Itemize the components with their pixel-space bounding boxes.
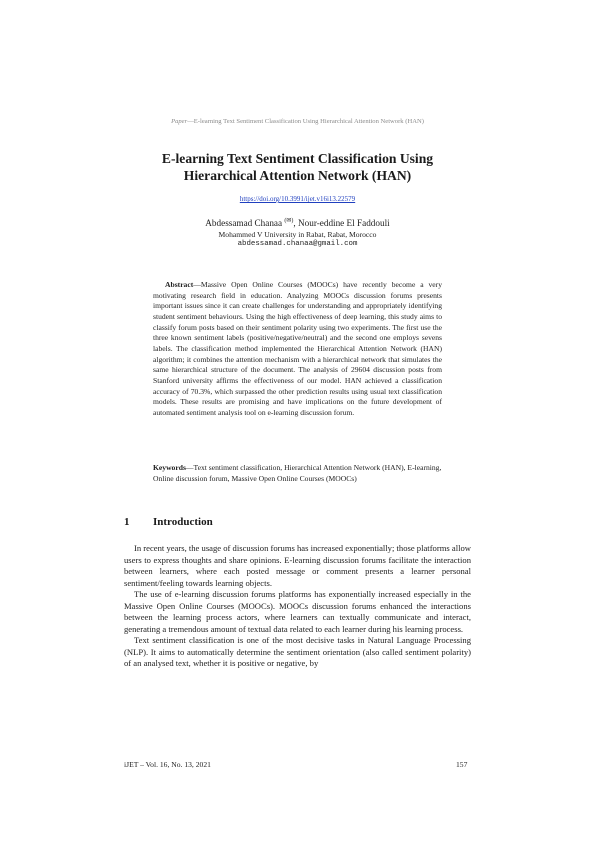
page-number: 157 — [456, 760, 468, 769]
corresponding-author-mark: (✉) — [284, 218, 294, 224]
doi-link[interactable]: https://doi.org/10.3991/ijet.v16i13.22579 — [239, 195, 356, 203]
paragraph: The use of e-learning discussion forums platforms has exponentially increased especially in the Massive Open Online Courses (MOOCs). MOOCs discussion forums enhanced the interactions between the learning process actors, where learners can textually communicate and interact, generating a tremendous amount of textual data related to each learner during his learning process. — [124, 589, 471, 634]
section-number: 1 — [124, 516, 130, 528]
abstract-text: —Massive Open Online Courses (MOOCs) have recently become a very motivating research field in education. Analyzing MOOCs discussion forums presents important issues since it can create challenges for understanding and appropriately identifying student sentiment behaviours. Using the high effectiveness of deep learning, this study aims to classify forum posts based on their sentiment polarity using two experiments. The first use the three known sentiment labels (positive/negative/neutral) and the second one employs sevens labels. The classification method implemented the Hierarchical Attention Network (HAN) algorithm; it combines the attention mechanism with a hierarchical network that simulates the same hierarchical structure of the document. The analysis of 29604 discussion posts from Stanford university affirms the effectiveness of our model. HAN achieved a classification accuracy of 70.3%, which surpassed the other prediction results using usual text classification models. These results are promising and have implications on the future development of automated sentiment analysis tool on e-learning discussion forum. — [153, 280, 442, 417]
affiliation: Mohammed V University in Rabat, Rabat, Morocco — [218, 230, 377, 239]
keywords-label: Keywords — [153, 463, 186, 472]
section-heading — [124, 516, 474, 528]
abstract — [153, 280, 442, 419]
body-text — [124, 543, 471, 670]
running-head-prefix: Paper — [171, 118, 188, 125]
abstract-label: Abstract — [165, 280, 194, 289]
keywords-text: —Text sentiment classification, Hierarchical Attention Network (HAN), E-learning, Online discussion forum, Massive Open Online Courses (MOOCs) — [153, 463, 442, 483]
keywords — [153, 463, 442, 484]
author-email[interactable]: abdessamad.chanaa@gmail.com — [237, 240, 358, 248]
paper-title — [60, 150, 535, 184]
section-title: Introduction — [153, 516, 213, 528]
title-line-2: Hierarchical Attention Network (HAN) — [183, 168, 412, 183]
running-head — [0, 118, 595, 125]
author-second: , Nour-eddine El Faddouli — [293, 218, 390, 229]
author-first: Abdessamad Chanaa — [205, 218, 283, 229]
author-list — [0, 217, 595, 228]
footer-journal: iJET ‒ Vol. 16, No. 13, 2021 — [124, 760, 211, 769]
running-head-text: —E-learning Text Sentiment Classification Using Hierarchical Attention Network (HAN) — [187, 118, 424, 125]
paragraph: Text sentiment classification is one of the most decisive tasks in Natural Language Processing (NLP). It aims to automatically determine the sentiment orientation (also called sentiment polarity) of an analysed text, whether it is positive or negative, by — [124, 635, 471, 668]
title-line-1: E-learning Text Sentiment Classification Using — [161, 151, 434, 166]
paragraph: In recent years, the usage of discussion forums has increased exponentially; those platforms allow users to express thoughts and share opinions. E-learning discussion forums facilitate the interaction between learners, where each posted message or comment presents a learner personal sentiment/feeling towards learning objects. — [124, 543, 471, 588]
